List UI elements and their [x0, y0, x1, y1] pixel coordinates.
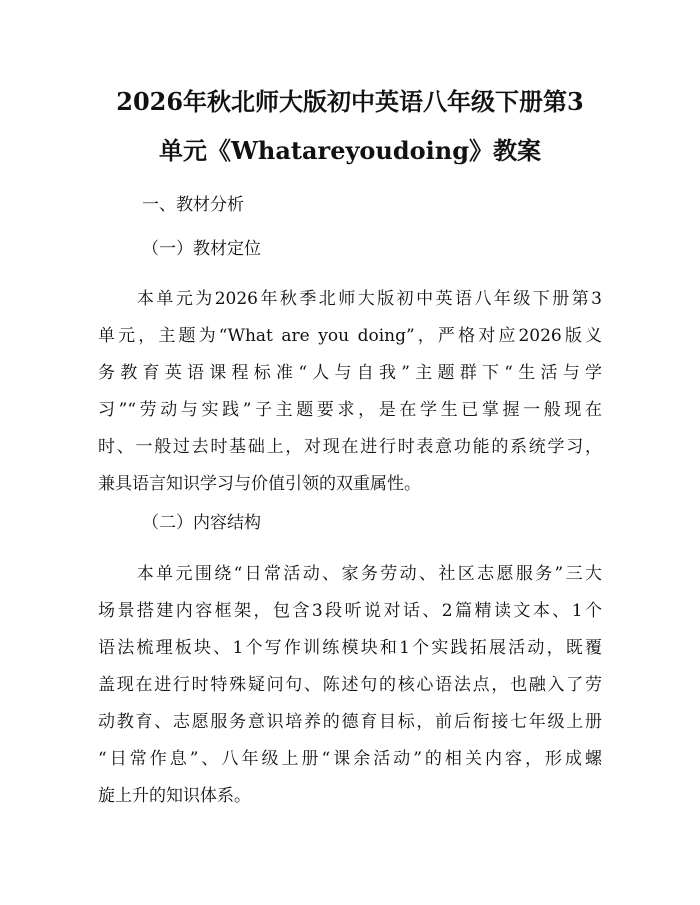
paragraph-line: 语法梳理板块、1个写作训练模块和1个实践拓展活动，既覆: [98, 638, 602, 658]
subsection-heading-structure: （二）内容结构: [142, 513, 261, 533]
paragraph-line: 盖现在进行时特殊疑问句、陈述句的核心语法点，也融入了劳: [98, 675, 602, 695]
paragraph-line: 场景搭建内容框架，包含3段听说对话、2篇精读文本、1个: [98, 601, 602, 621]
paragraph-structure: [98, 556, 602, 815]
paragraph-line: 动教育、志愿服务意识培养的德育目标，前后衔接七年级上册: [98, 712, 602, 732]
paragraph-line: 单元，主题为“What are you doing”，严格对应2026版义: [98, 326, 602, 346]
subsection-heading-positioning: （一）教材定位: [142, 239, 261, 259]
document-title-line-1: 2026年秋北师大版初中英语八年级下册第3: [116, 87, 584, 116]
paragraph-line: 务教育英语课程标准“人与自我”主题群下“生活与学: [98, 363, 602, 383]
paragraph-line: 兼具语言知识学习与价值引领的双重属性。: [98, 474, 421, 494]
section-heading-textbook-analysis: 一、教材分析: [142, 195, 244, 215]
paragraph-line: 旋上升的知识体系。: [98, 786, 251, 806]
paragraph-line: 本单元围绕“日常活动、家务劳动、社区志愿服务”三大: [98, 564, 602, 584]
paragraph-line: 本单元为2026年秋季北师大版初中英语八年级下册第3: [98, 289, 602, 309]
paragraph-line: 时、一般过去时基础上，对现在进行时表意功能的系统学习，: [98, 437, 602, 457]
paragraph-positioning: [98, 281, 602, 503]
paragraph-line: “日常作息”、八年级上册“课余活动”的相关内容，形成螺: [98, 749, 602, 769]
document-title-line-2: 单元《Whatareyoudoing》教案: [158, 136, 542, 165]
paragraph-line: 习”“劳动与实践”子主题要求，是在学生已掌握一般现在: [98, 400, 602, 420]
